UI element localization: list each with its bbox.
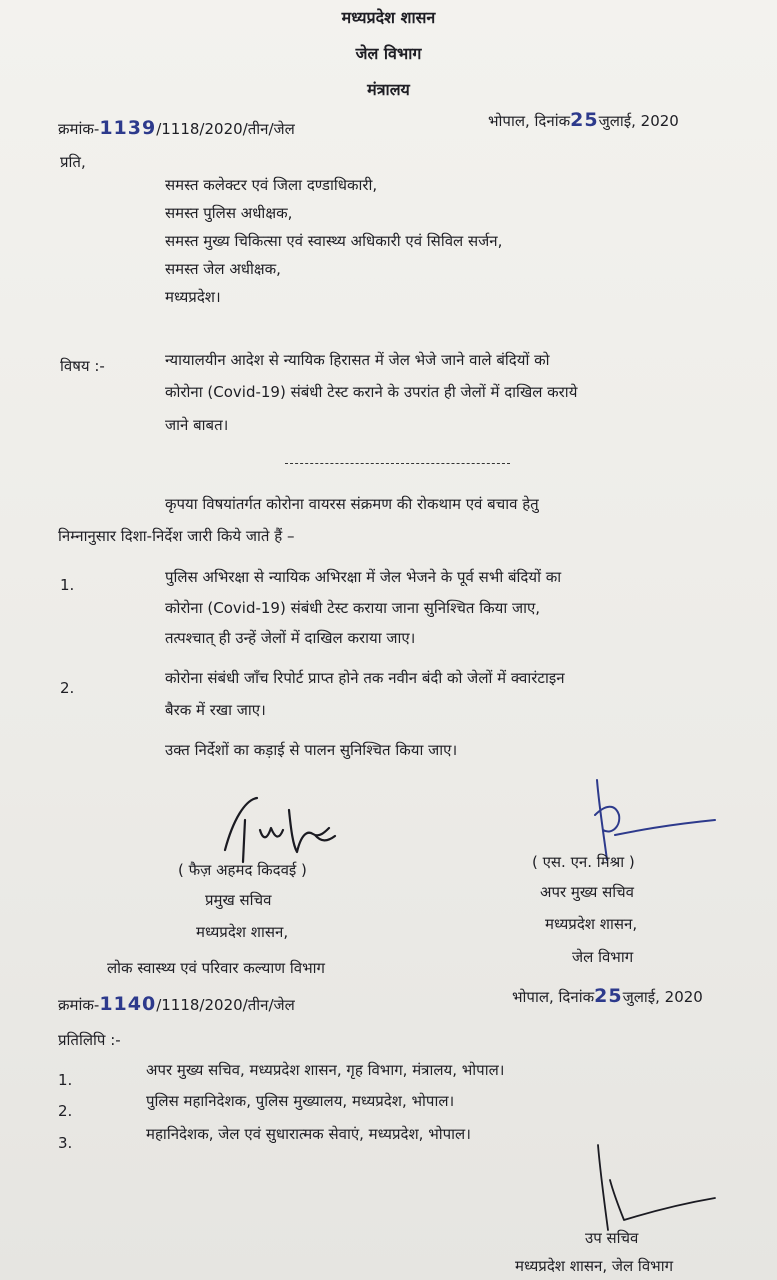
intro-line: निम्नानुसार दिशा-निर्देश जारी किये जाते हैं – xyxy=(58,527,295,545)
header-department: जेल विभाग xyxy=(355,44,422,63)
intro-line: कृपया विषयांतर्गत कोरोना वायरस संक्रमण की रोकथाम एवं बचाव हेतु xyxy=(165,495,539,513)
recipient: समस्त मुख्य चिकित्सा एवं स्वास्थ्य अधिकारी एवं सिविल सर्जन, xyxy=(165,232,503,250)
subject-line: जाने बाबत। xyxy=(165,416,229,434)
left-signatory-dept: लोक स्वास्थ्य एवं परिवार कल्याण विभाग xyxy=(107,959,325,977)
left-signatory-designation: प्रमुख सचिव xyxy=(205,891,272,909)
right-signatory-designation: अपर मुख्य सचिव xyxy=(540,883,634,901)
recipient: समस्त कलेक्टर एवं जिला दण्डाधिकारी, xyxy=(165,176,378,194)
point-number: 2. xyxy=(60,679,75,697)
copy-item: अपर मुख्य सचिव, मध्यप्रदेश शासन, गृह विभाग, मंत्रालय, भोपाल। xyxy=(146,1061,505,1079)
handwritten-day: 25 xyxy=(570,109,599,131)
point-line: कोरोना (Covid-19) संबंधी टेस्ट कराया जाना सुनिश्चित किया जाए, xyxy=(165,599,541,617)
left-signature xyxy=(205,790,355,870)
footer-signature xyxy=(590,1140,720,1235)
subject-line: न्यायालयीन आदेश से न्यायिक हिरासत में जेल भेजे जाने वाले बंदियों को xyxy=(165,351,550,369)
copy-label: प्रतिलिपि :- xyxy=(58,1031,121,1049)
copy-item-number: 3. xyxy=(58,1134,73,1152)
copy-item: पुलिस महानिदेशक, पुलिस मुख्यालय, मध्यप्रदेश, भोपाल। xyxy=(146,1092,455,1110)
left-signatory-org: मध्यप्रदेश शासन, xyxy=(196,923,289,941)
date-line-2: भोपाल, दिनांक25जुलाई, 2020 xyxy=(512,985,703,1007)
right-signatory-name: ( एस. एन. मिश्रा ) xyxy=(532,853,635,871)
footer-org: मध्यप्रदेश शासन, जेल विभाग xyxy=(515,1257,674,1275)
point-line: पुलिस अभिरक्षा से न्यायिक अभिरक्षा में जेल भेजने के पूर्व सभी बंदियों का xyxy=(165,568,562,586)
header-ministry: मंत्रालय xyxy=(367,80,410,99)
footer-designation: उप सचिव xyxy=(585,1229,639,1247)
to-label: प्रति, xyxy=(60,153,86,171)
recipient: समस्त जेल अधीक्षक, xyxy=(165,260,281,278)
header-government: मध्यप्रदेश शासन xyxy=(341,8,436,27)
recipient: समस्त पुलिस अधीक्षक, xyxy=(165,204,293,222)
left-signatory-name: ( फैज़ अहमद किदवई ) xyxy=(178,861,307,879)
handwritten-number: 1139 xyxy=(99,117,157,139)
date-line-1: भोपाल, दिनांक25जुलाई, 2020 xyxy=(488,109,679,131)
point-line: कोरोना संबंधी जॉंच रिपोर्ट प्राप्त होने तक नवीन बंदी को जेलों में क्वारंटाइन xyxy=(165,669,565,687)
right-signatory-org: मध्यप्रदेश शासन, xyxy=(545,915,638,933)
subject-line: कोरोना (Covid-19) संबंधी टेस्ट कराने के उपरांत ही जेलों में दाखिल कराये xyxy=(165,383,578,401)
divider xyxy=(285,463,510,464)
reference-number-2: क्रमांक-1140/1118/2020/तीन/जेल xyxy=(58,993,295,1015)
handwritten-day: 25 xyxy=(594,985,623,1007)
point-line: तत्पश्चात् ही उन्हें जेलों में दाखिल कराया जाए। xyxy=(165,629,416,647)
copy-item: महानिदेशक, जेल एवं सुधारात्मक सेवाएं, मध्यप्रदेश, भोपाल। xyxy=(146,1125,471,1143)
reference-number-1: क्रमांक-1139/1118/2020/तीन/जेल xyxy=(58,117,295,139)
copy-item-number: 1. xyxy=(58,1071,73,1089)
subject-label: विषय :- xyxy=(60,357,105,375)
point-number: 1. xyxy=(60,576,75,594)
point-line: बैरक में रखा जाए। xyxy=(165,701,266,719)
copy-item-number: 2. xyxy=(58,1102,73,1120)
recipient: मध्यप्रदेश। xyxy=(165,288,221,306)
closing-instruction: उक्त निर्देशों का कड़ाई से पालन सुनिश्चित किया जाए। xyxy=(165,741,458,759)
handwritten-number: 1140 xyxy=(99,993,157,1015)
right-signatory-dept: जेल विभाग xyxy=(572,948,634,966)
